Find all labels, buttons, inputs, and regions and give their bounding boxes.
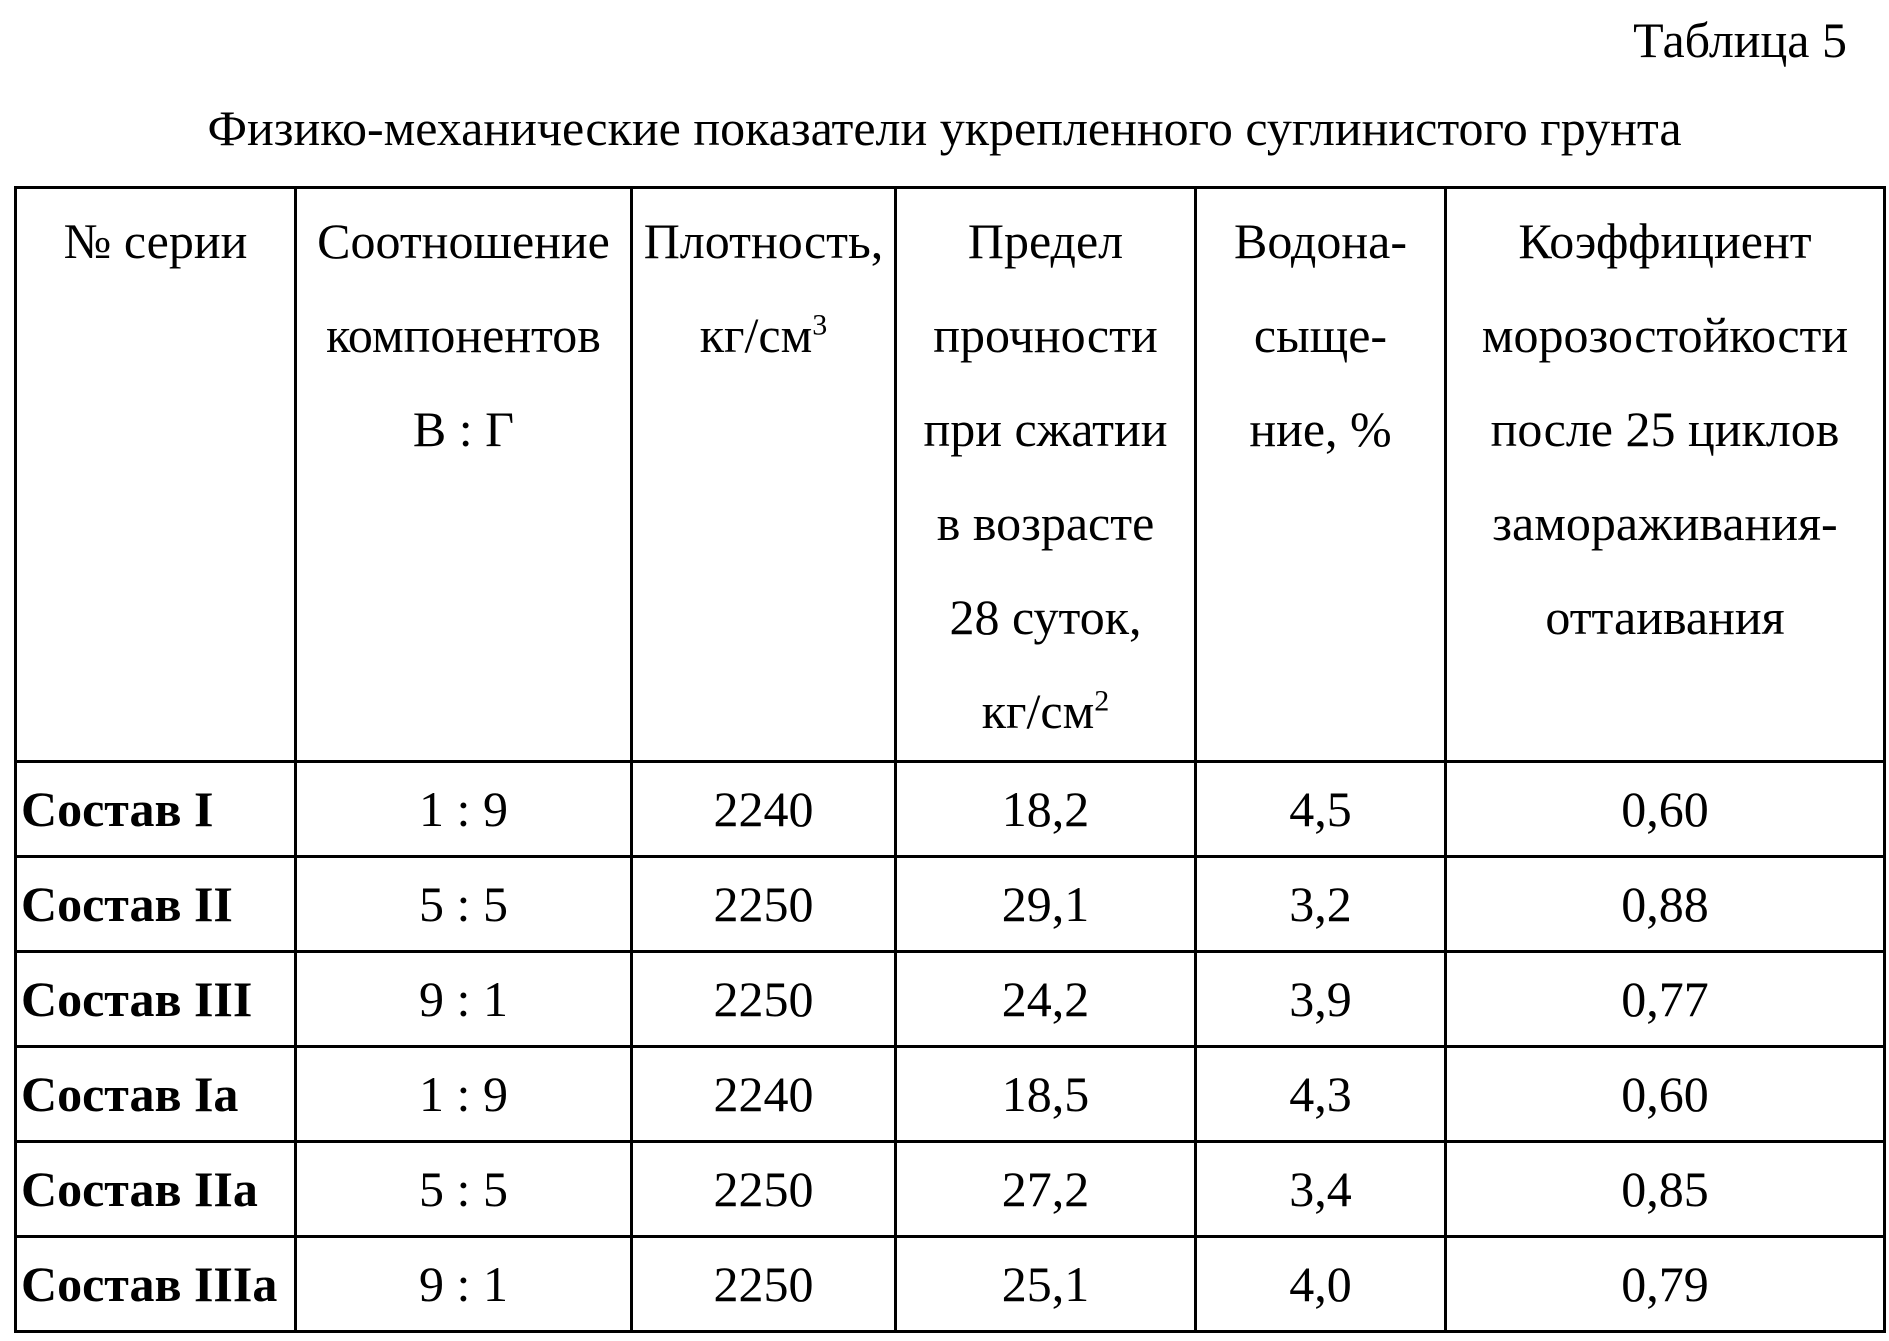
cell-frost-resistance: 0,60 xyxy=(1446,762,1885,857)
cell-ratio: 5 : 5 xyxy=(296,1142,632,1237)
header-series xyxy=(16,188,296,762)
cell-series: Состав III xyxy=(16,952,296,1047)
header-superscript: 2 xyxy=(1094,684,1110,718)
cell-series: Состав I xyxy=(16,762,296,857)
cell-water-saturation: 4,5 xyxy=(1196,762,1446,857)
table-row xyxy=(16,1142,1885,1237)
cell-series: Состав Ia xyxy=(16,1047,296,1142)
header-line: прочности xyxy=(933,307,1158,363)
cell-strength: 18,5 xyxy=(896,1047,1196,1142)
cell-density: 2250 xyxy=(632,1237,896,1332)
cell-ratio: 9 : 1 xyxy=(296,1237,632,1332)
table-number: Таблица 5 xyxy=(1633,12,1847,68)
table-row xyxy=(16,857,1885,952)
header-unit: кг/см xyxy=(981,683,1095,739)
cell-ratio: 1 : 9 xyxy=(296,762,632,857)
header-line-with-superscript xyxy=(897,664,1194,758)
table-row xyxy=(16,952,1885,1047)
cell-strength: 24,2 xyxy=(896,952,1196,1047)
data-table xyxy=(14,186,1886,1333)
header-line: в возрасте xyxy=(936,495,1155,551)
header-ratio xyxy=(296,188,632,762)
cell-strength: 27,2 xyxy=(896,1142,1196,1237)
header-line: замораживания- xyxy=(1492,495,1838,551)
header-frost-resistance xyxy=(1446,188,1885,762)
header-line: ние, % xyxy=(1249,401,1392,457)
header-strength xyxy=(896,188,1196,762)
cell-water-saturation: 4,3 xyxy=(1196,1047,1446,1142)
cell-frost-resistance: 0,77 xyxy=(1446,952,1885,1047)
cell-water-saturation: 4,0 xyxy=(1196,1237,1446,1332)
table-title: Физико-механические показатели укрепленного суглинистого грунта xyxy=(207,100,1682,156)
cell-density: 2250 xyxy=(632,857,896,952)
cell-frost-resistance: 0,85 xyxy=(1446,1142,1885,1237)
cell-strength: 18,2 xyxy=(896,762,1196,857)
cell-frost-resistance: 0,88 xyxy=(1446,857,1885,952)
header-line: компонентов xyxy=(326,307,601,363)
cell-ratio: 1 : 9 xyxy=(296,1047,632,1142)
cell-density: 2240 xyxy=(632,762,896,857)
header-line: Водона- xyxy=(1234,213,1407,269)
cell-water-saturation: 3,4 xyxy=(1196,1142,1446,1237)
header-superscript: 3 xyxy=(812,308,828,342)
table-row xyxy=(16,1047,1885,1142)
header-line: № серии xyxy=(63,213,248,269)
table-row xyxy=(16,762,1885,857)
header-line: Коэффициент xyxy=(1518,213,1812,269)
cell-density: 2250 xyxy=(632,952,896,1047)
header-line: оттаивания xyxy=(1545,589,1785,645)
cell-density: 2250 xyxy=(632,1142,896,1237)
cell-frost-resistance: 0,79 xyxy=(1446,1237,1885,1332)
header-density xyxy=(632,188,896,762)
table-row xyxy=(16,1237,1885,1332)
header-row xyxy=(16,188,1885,762)
cell-series: Состав IIIa xyxy=(16,1237,296,1332)
cell-water-saturation: 3,2 xyxy=(1196,857,1446,952)
header-line-with-superscript xyxy=(633,288,894,382)
header-line: морозостойкости xyxy=(1481,307,1849,363)
cell-strength: 29,1 xyxy=(896,857,1196,952)
header-line: 28 суток, xyxy=(949,589,1142,645)
cell-water-saturation: 3,9 xyxy=(1196,952,1446,1047)
cell-series: Состав II xyxy=(16,857,296,952)
cell-frost-resistance: 0,60 xyxy=(1446,1047,1885,1142)
cell-strength: 25,1 xyxy=(896,1237,1196,1332)
header-line: сыще- xyxy=(1253,307,1388,363)
header-line: после 25 циклов xyxy=(1490,401,1840,457)
cell-density: 2240 xyxy=(632,1047,896,1142)
header-line: Соотношение xyxy=(317,213,610,269)
header-line: Предел xyxy=(967,213,1124,269)
cell-ratio: 9 : 1 xyxy=(296,952,632,1047)
cell-ratio: 5 : 5 xyxy=(296,857,632,952)
header-line: В : Г xyxy=(412,401,515,457)
cell-series: Состав IIa xyxy=(16,1142,296,1237)
header-water-saturation xyxy=(1196,188,1446,762)
header-unit: кг/см xyxy=(699,307,813,363)
header-line: при сжатии xyxy=(923,401,1168,457)
header-line: Плотность, xyxy=(643,213,884,269)
